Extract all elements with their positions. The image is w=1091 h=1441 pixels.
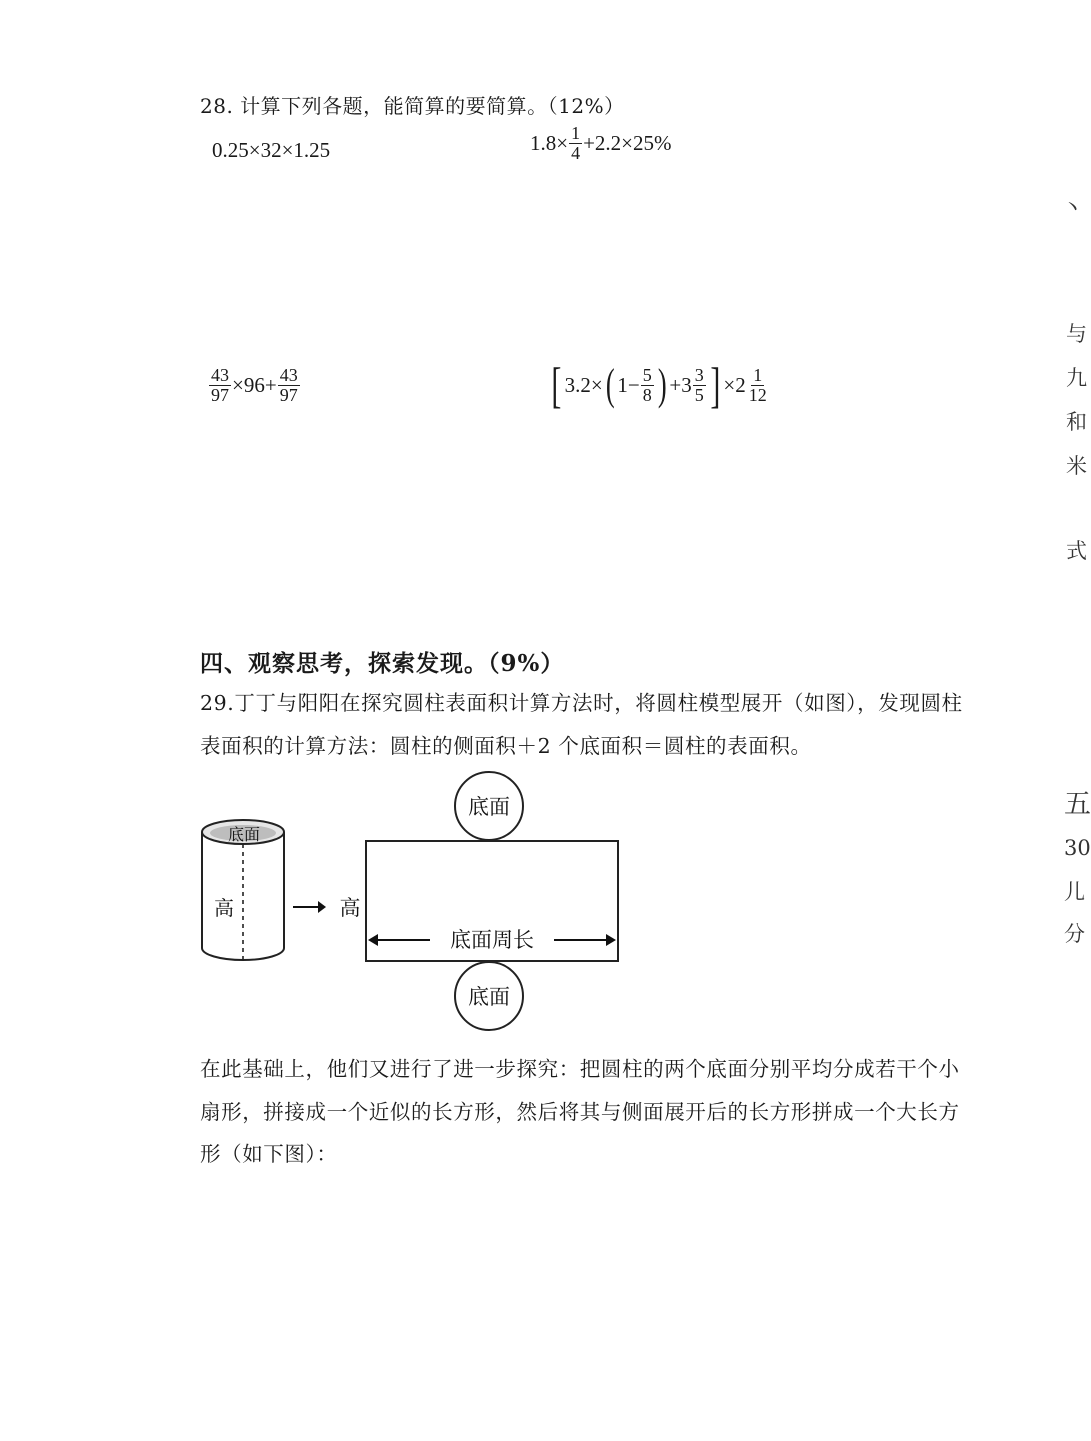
expr2-part-a: 1.8× [530, 130, 569, 155]
fraction-denominator: 5 [694, 384, 704, 405]
question-29-line-2: 表面积的计算方法：圆柱的侧面积＋2 个底面积＝圆柱的表面积。 [200, 734, 812, 758]
edge-char: 丶 [1062, 196, 1083, 220]
question-28-title: 28. 计算下列各题，能简算的要简算。（12%） [200, 94, 625, 118]
question-29-para2-line-2: 扇形，拼接成一个近似的长方形，然后将其与侧面展开后的长方形拼成一个大长方 [200, 1100, 960, 1124]
expression-3 [208, 366, 301, 405]
fraction-numerator: 1 [753, 364, 763, 385]
fraction-denominator: 97 [279, 384, 298, 405]
edge-char: 式 [1066, 539, 1087, 563]
expression-1: 0.25×32×1.25 [212, 138, 331, 162]
fraction-denominator: 97 [211, 384, 229, 405]
cylinder-net-diagram [190, 770, 640, 1040]
fraction-numerator: 43 [279, 365, 298, 385]
expr4-times-two: ×2 [723, 372, 746, 397]
edge-char: 九 [1066, 366, 1087, 390]
expr4-plus-three: +3 [669, 372, 692, 397]
cylinder-height-label: 高 [214, 896, 234, 920]
section-4-title: 四、观察思考，探索发现。（9%） [200, 650, 565, 677]
fraction-denominator: 12 [748, 384, 767, 405]
edge-line: 儿 [1064, 880, 1085, 904]
expression-2 [530, 124, 672, 163]
rectangle-width-label: 底面周长 [450, 928, 534, 952]
cylinder-figure [202, 820, 284, 960]
right-bracket: ] [710, 357, 721, 413]
fraction-denominator: 8 [642, 384, 652, 405]
top-base-label: 底面 [468, 795, 510, 819]
question-29-para2-line-1: 在此基础上，他们又进行了进一步探究：把圆柱的两个底面分别平均分成若干个小 [200, 1057, 960, 1081]
expression-4 [548, 357, 770, 413]
edge-heading: 五 [1064, 789, 1091, 820]
cylinder-top-label: 底面 [227, 825, 261, 844]
fraction-43-97 [209, 366, 231, 405]
expr3-middle: ×96+ [232, 372, 277, 397]
unfold-arrow [293, 901, 326, 913]
fraction-denominator: 4 [571, 142, 581, 163]
expr4-part-a: 3.2× [564, 372, 603, 397]
fraction-5-8 [641, 366, 654, 405]
fraction-one-quarter [569, 124, 582, 163]
right-paren: ) [657, 360, 667, 409]
edge-char: 与 [1066, 322, 1087, 346]
question-29-para2-line-3: 形（如下图）： [200, 1142, 338, 1166]
left-bracket: [ [551, 357, 562, 413]
fraction-numerator: 5 [642, 364, 652, 385]
edge-char: 米 [1066, 454, 1087, 478]
fraction-1-12 [747, 366, 769, 405]
fraction-numerator: 43 [211, 365, 229, 385]
edge-char: 和 [1066, 410, 1087, 434]
fraction-numerator: 1 [571, 123, 581, 143]
edge-line: 30 [1064, 836, 1091, 860]
expr4-one-minus: 1− [617, 372, 640, 397]
question-29-line-1: 29.丁丁与阳阳在探究圆柱表面积计算方法时，将圆柱模型展开（如图），发现圆柱 [200, 691, 963, 715]
edge-line: 分 [1064, 922, 1085, 946]
fraction-numerator: 3 [694, 364, 704, 385]
left-paren: ( [605, 360, 615, 409]
bottom-base-label: 底面 [468, 985, 510, 1009]
rectangle-height-label: 高 [339, 896, 361, 920]
expr2-part-b: +2.2×25% [583, 130, 672, 155]
fraction-3-5 [693, 366, 706, 405]
fraction-43-97 [278, 366, 300, 405]
